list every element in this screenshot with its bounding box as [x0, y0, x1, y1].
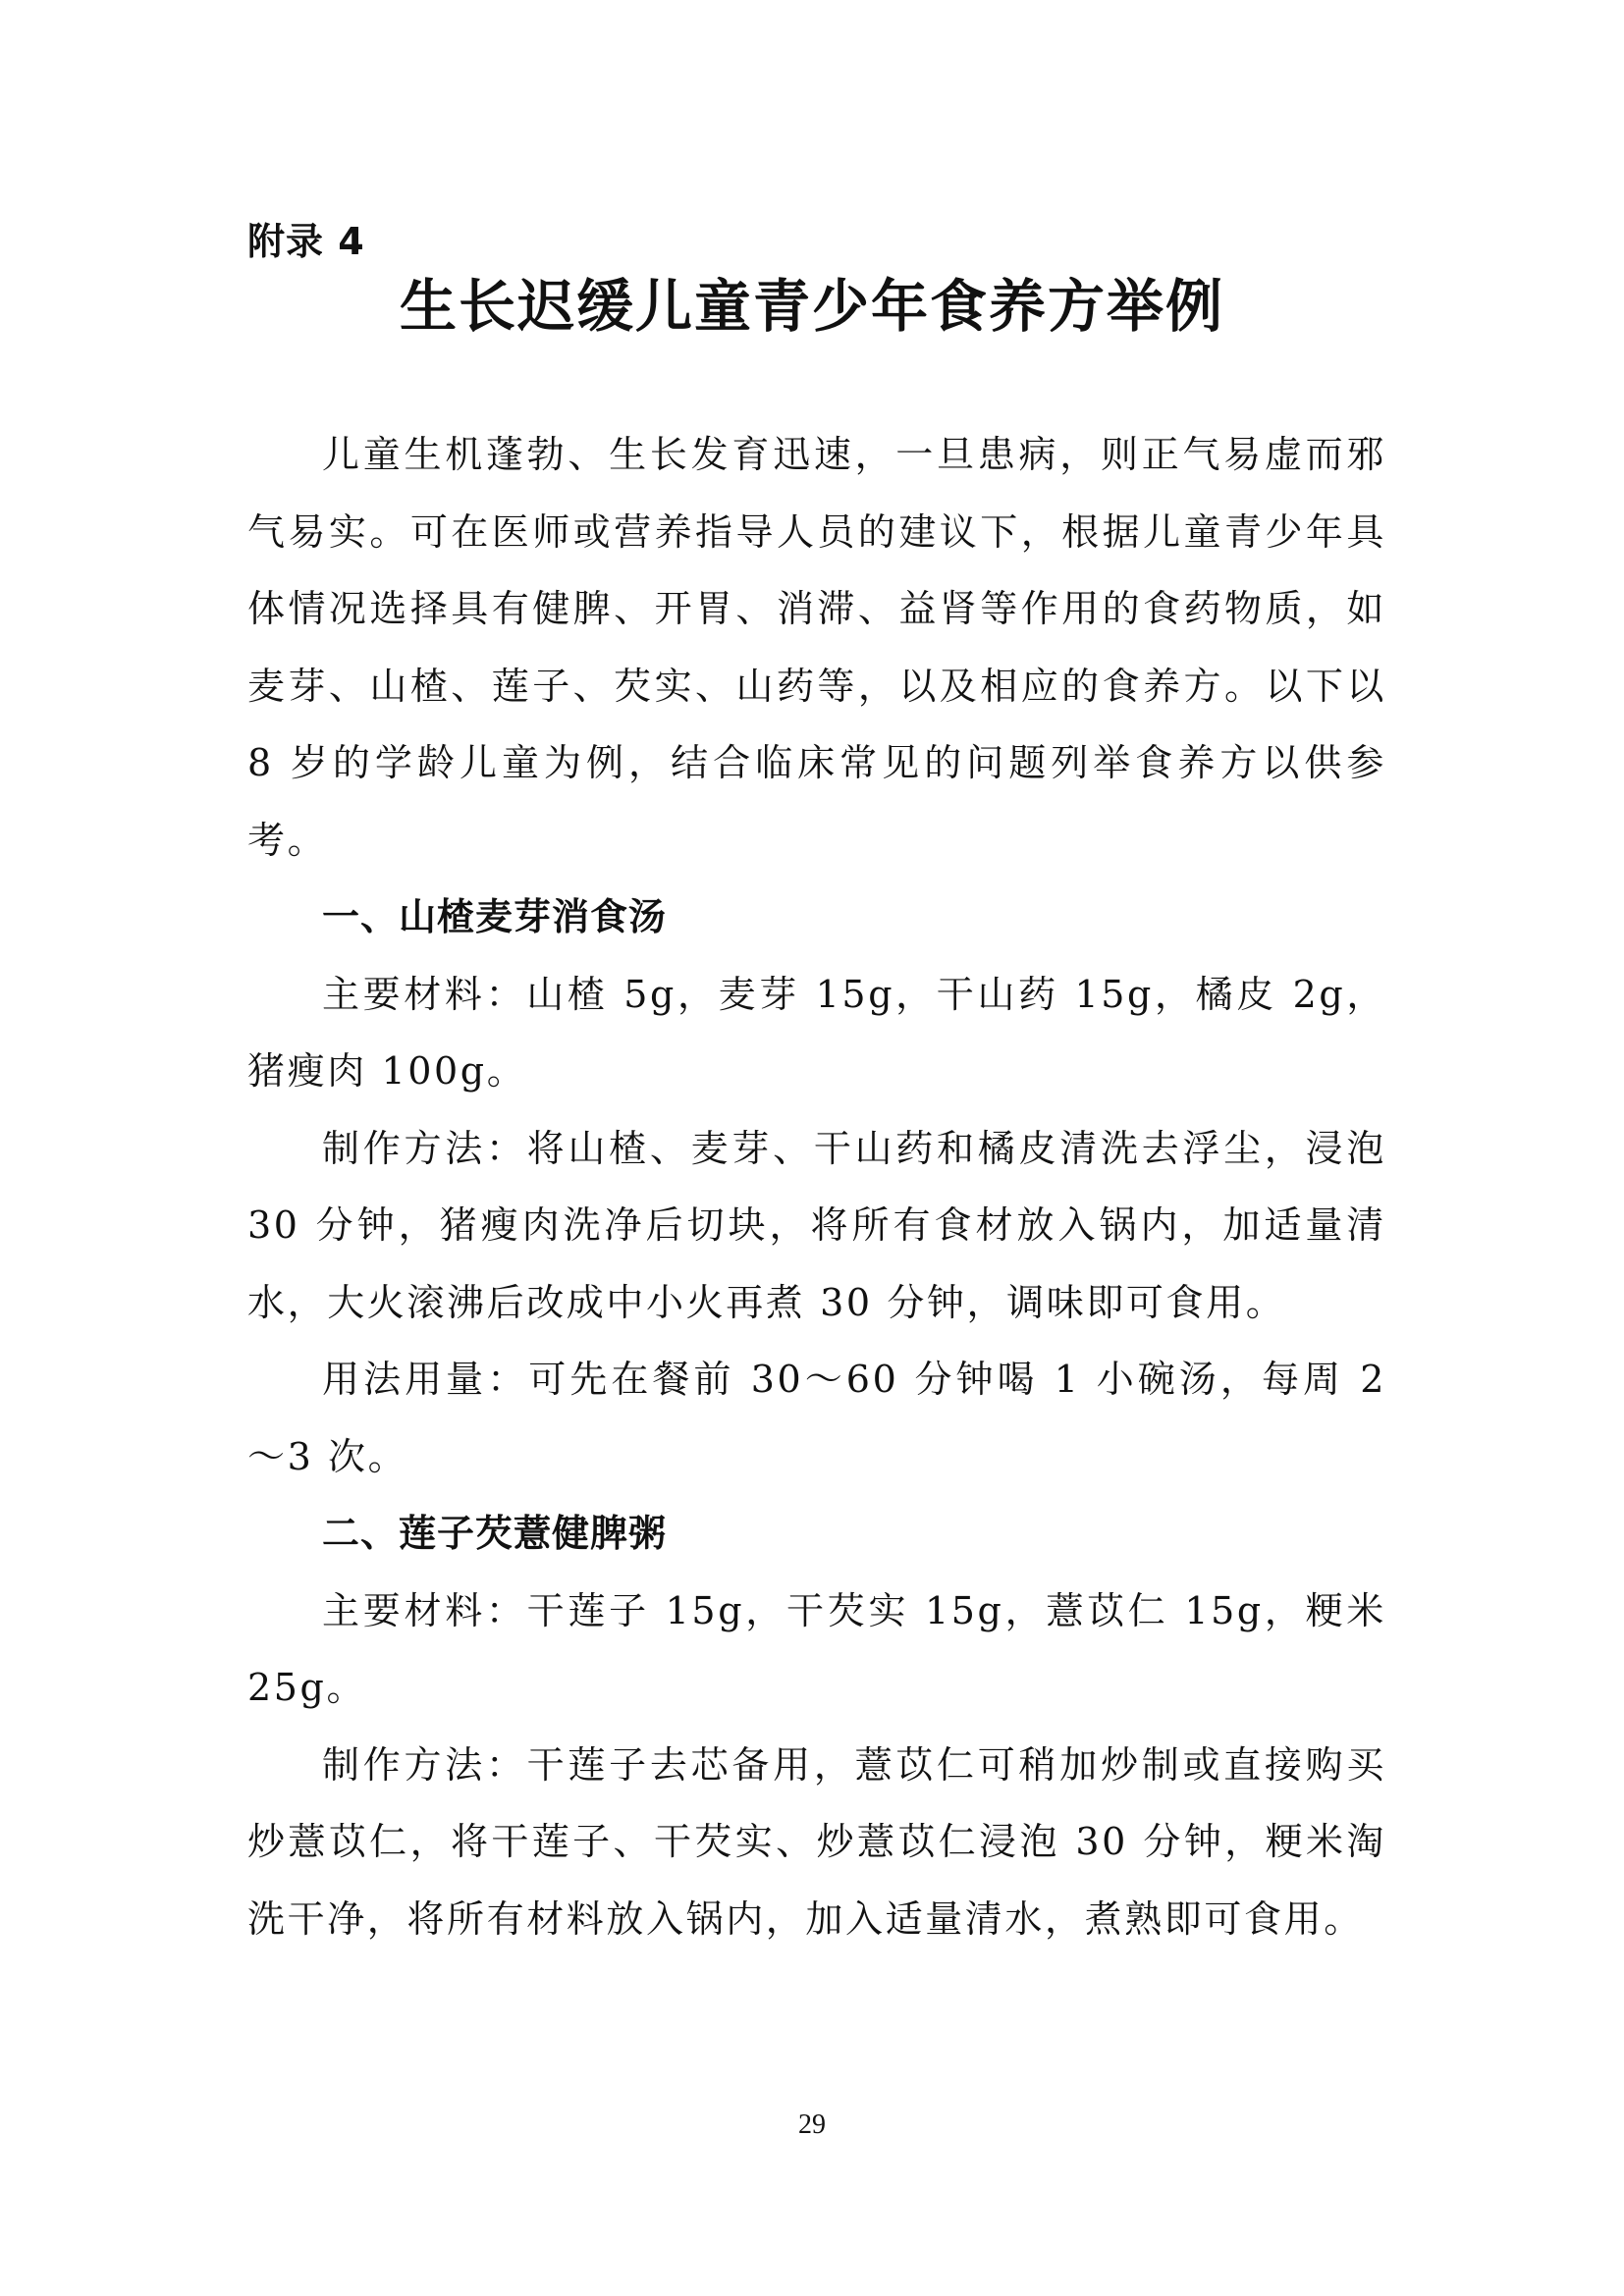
recipe-2-method: 制作方法：干莲子去芯备用，薏苡仁可稍加炒制或直接购买炒薏苡仁，将干莲子、干芡实、炒薏苡仁浸泡 30 分钟，粳米淘洗干净，将所有材料放入锅内，加入适量清水，煮熟即可食用。 — [247, 1742, 1386, 1941]
appendix-label: 附录 4 — [247, 220, 365, 263]
recipe-2-heading: 二、莲子芡薏健脾粥 — [322, 1512, 668, 1555]
recipe-1-heading: 一、山楂麦芽消食汤 — [322, 895, 668, 938]
page-title: 生长迟缓儿童青少年食养方举例 — [399, 273, 1224, 340]
document-body — [247, 416, 1386, 1957]
recipe-1-usage: 用法用量：可先在餐前 30～60 分钟喝 1 小碗汤，每周 2～3 次。 — [247, 1358, 1386, 1478]
intro-paragraph: 儿童生机蓬勃、生长发育迅速，一旦患病，则正气易虚而邪气易实。可在医师或营养指导人员的建议下，根据儿童青少年具体情况选择具有健脾、开胃、消滞、益肾等作用的食药物质，如麦芽、山楂、莲子、芡实、山药等，以及相应的食养方。以下以 8 岁的学龄儿童为例，结合临床常见的问题列举食养方以供参考。 — [247, 433, 1386, 862]
recipe-2-materials: 主要材料：干莲子 15g，干芡实 15g，薏苡仁 15g，粳米 25g。 — [247, 1588, 1386, 1709]
recipe-1-method: 制作方法：将山楂、麦芽、干山药和橘皮清洗去浮尘，浸泡 30 分钟，猪瘦肉洗净后切块，将所有食材放入锅内，加适量清水，大火滚沸后改成中小火再煮 30 分钟，调味即可食用。 — [247, 1126, 1386, 1324]
page-number: 29 — [798, 2109, 826, 2140]
recipe-1-materials: 主要材料：山楂 5g，麦芽 15g，干山药 15g，橘皮 2g，猪瘦肉 100g。 — [247, 972, 1386, 1093]
